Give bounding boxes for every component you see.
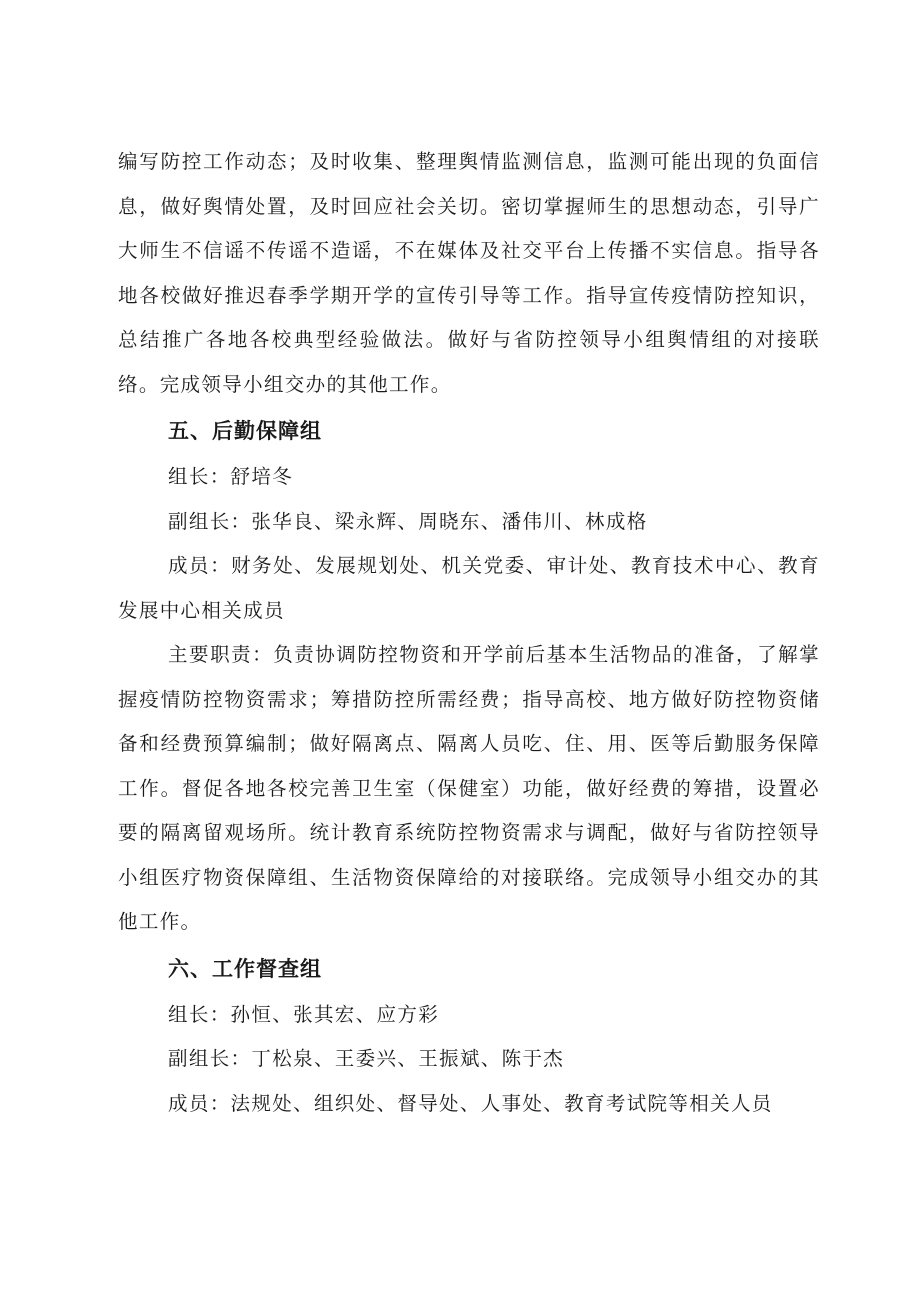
section6-leader: 组长：孙恒、张其宏、应方彩	[168, 1002, 440, 1026]
section5-members: 成员：财务处、发展规划处、机关党委、审计处、教育技术中心、教育发展中心相关成员	[118, 554, 820, 622]
section4-continuation: 编写防控工作动态；及时收集、整理舆情监测信息，监测可能出现的负面信息，做好舆情处置，及时回应社会关切。密切掌握师生的思想动态，引导广大师生不信谣不传谣不造谣，不在媒体及社交平台上传播不实信息。指导各地各校做好推迟春季学期开学的宣传引导等工作。指导宣传疫情防控知识，总结推广各地各校典型经验做法。做好与省防控领导小组舆情组的对接联络。完成领导小组交办的其他工作。	[118, 150, 820, 396]
section6-heading: 六、工作督查组	[168, 956, 322, 981]
section5-heading: 五、后勤保障组	[168, 419, 322, 443]
section6-deputy: 副组长：丁松泉、王委兴、王振斌、陈于杰	[168, 1047, 565, 1070]
section5-leader: 组长：舒培冬	[168, 465, 294, 488]
section5-deputy: 副组长：张华良、梁永辉、周晓东、潘伟川、林成格	[168, 509, 648, 533]
section5-duties: 主要职责：负责协调防控物资和开学前后基本生活物品的准备，了解掌握疫情防控物资需求；筹措防控所需经费；指导高校、地方做好防控物资储备和经费预算编制；做好隔离点、隔离人员吃、住、用、医等后勤服务保障工作。督促各地各校完善卫生室（保健室）功能，做好经费的筹措，设置必要的隔离留观场所。统计教育系统防控物资需求与调配，做好与省防控领导小组医疗物资保障组、生活物资保障给的对接联络。完成领导小组交办的其他工作。	[118, 643, 820, 933]
section6-members: 成员：法规处、组织处、督导处、人事处、教育考试院等相关人员	[168, 1091, 773, 1115]
document-page	[118, 140, 820, 1126]
